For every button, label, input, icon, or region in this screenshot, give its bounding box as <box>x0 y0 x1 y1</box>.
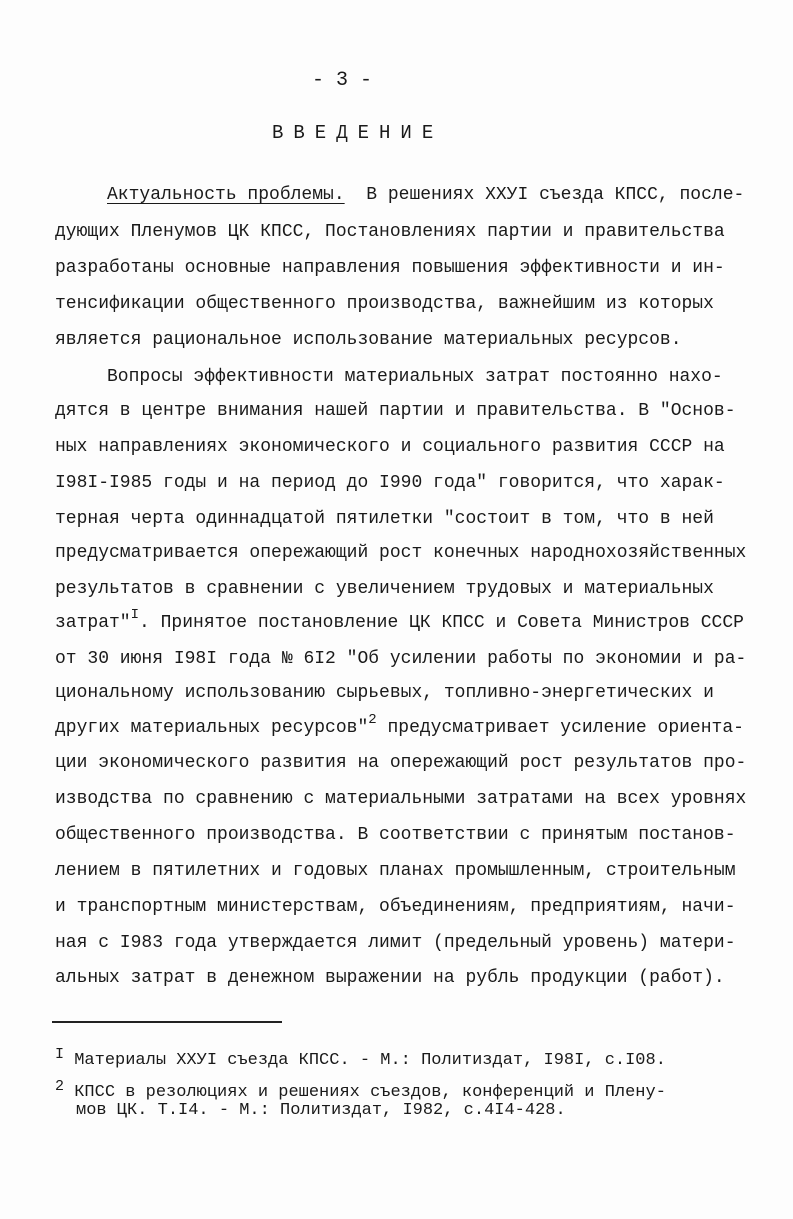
paragraph-line: результатов в сравнении с увеличением трудовых и материальных <box>55 579 714 599</box>
section-title: ВВЕДЕНИЕ <box>272 122 444 144</box>
paragraph-line: тенсификации общественного производства, важнейшим из которых <box>55 294 714 314</box>
paragraph-line <box>55 607 744 634</box>
paragraph-line: лением в пятилетних и годовых планах промышленным, строительным <box>55 861 736 881</box>
line-text: В решениях XXУI съезда КПСС, после- <box>344 185 745 205</box>
page-number: - 3 - <box>312 69 373 92</box>
footnote-text: КПСС в резолюциях и решениях съездов, конференций и Плену- <box>74 1083 666 1102</box>
paragraph-line: общественного производства. В соответствии с принятым постанов- <box>55 825 736 845</box>
paragraph-line: циональному использованию сырьевых, топливно-энергетических и <box>55 683 714 703</box>
paragraph-line: ции экономического развития на опережающий рост результатов про- <box>55 753 747 773</box>
paragraph-line: и транспортным министерствам, объединениям, предприятиям, начи- <box>55 897 736 917</box>
footnote-1 <box>55 1044 666 1072</box>
paragraph-line <box>55 712 744 739</box>
footnote-mark: I <box>55 1046 65 1063</box>
paragraph-line: предусматривается опережающий рост конечных народнохозяйственных <box>55 543 747 563</box>
line-text: других материальных ресурсов" <box>55 718 369 738</box>
footnote-mark: 2 <box>55 1078 65 1095</box>
footnote-ref: 2 <box>368 712 377 728</box>
paragraph-line: дующих Пленумов ЦК КПСС, Постановлениях партии и правительства <box>55 222 725 242</box>
footnote-text: Материалы XXУI съезда КПСС. - М.: Политиздат, I98I, с.I08. <box>74 1051 666 1070</box>
paragraph-line: I98I-I985 годы и на период до I990 года" говорится, что харак- <box>55 473 725 493</box>
paragraph-line: терная черта одиннадцатой пятилетки "состоит в том, что в ней <box>55 509 714 529</box>
line-text: затрат" <box>55 613 131 633</box>
footnote-divider <box>52 1021 282 1023</box>
line-text: . Принятое постановление ЦК КПСС и Совета Министров СССР <box>139 613 744 633</box>
paragraph-heading: Актуальность проблемы. <box>107 185 345 205</box>
paragraph-line: разработаны основные направления повышения эффективности и ин- <box>55 258 725 278</box>
paragraph-line: ная с I983 года утверждается лимит (предельный уровень) матери- <box>55 933 736 953</box>
paragraph-line: дятся в центре внимания нашей партии и правительства. В "Основ- <box>55 401 736 421</box>
paragraph-line: ных направлениях экономического и социального развития СССР на <box>55 437 725 457</box>
paragraph-line: Вопросы эффективности материальных затрат постоянно нахо- <box>107 367 723 387</box>
footnote-2-cont: мов ЦК. Т.I4. - М.: Политиздат, I982, с.4I4-428. <box>76 1101 566 1120</box>
footnote-ref: I <box>130 607 140 623</box>
paragraph-line: является рациональное использование материальных ресурсов. <box>55 330 682 350</box>
paragraph-line: изводства по сравнению с материальными затратами на всех уровнях <box>55 789 747 809</box>
paragraph-line <box>107 184 744 206</box>
line-text: предусматривает усиление ориента- <box>376 718 744 738</box>
paragraph-line: от 30 июня I98I года № 6I2 "Об усилении работы по экономии и ра- <box>55 649 747 669</box>
paragraph-line: альных затрат в денежном выражении на рубль продукции (работ). <box>55 968 725 988</box>
